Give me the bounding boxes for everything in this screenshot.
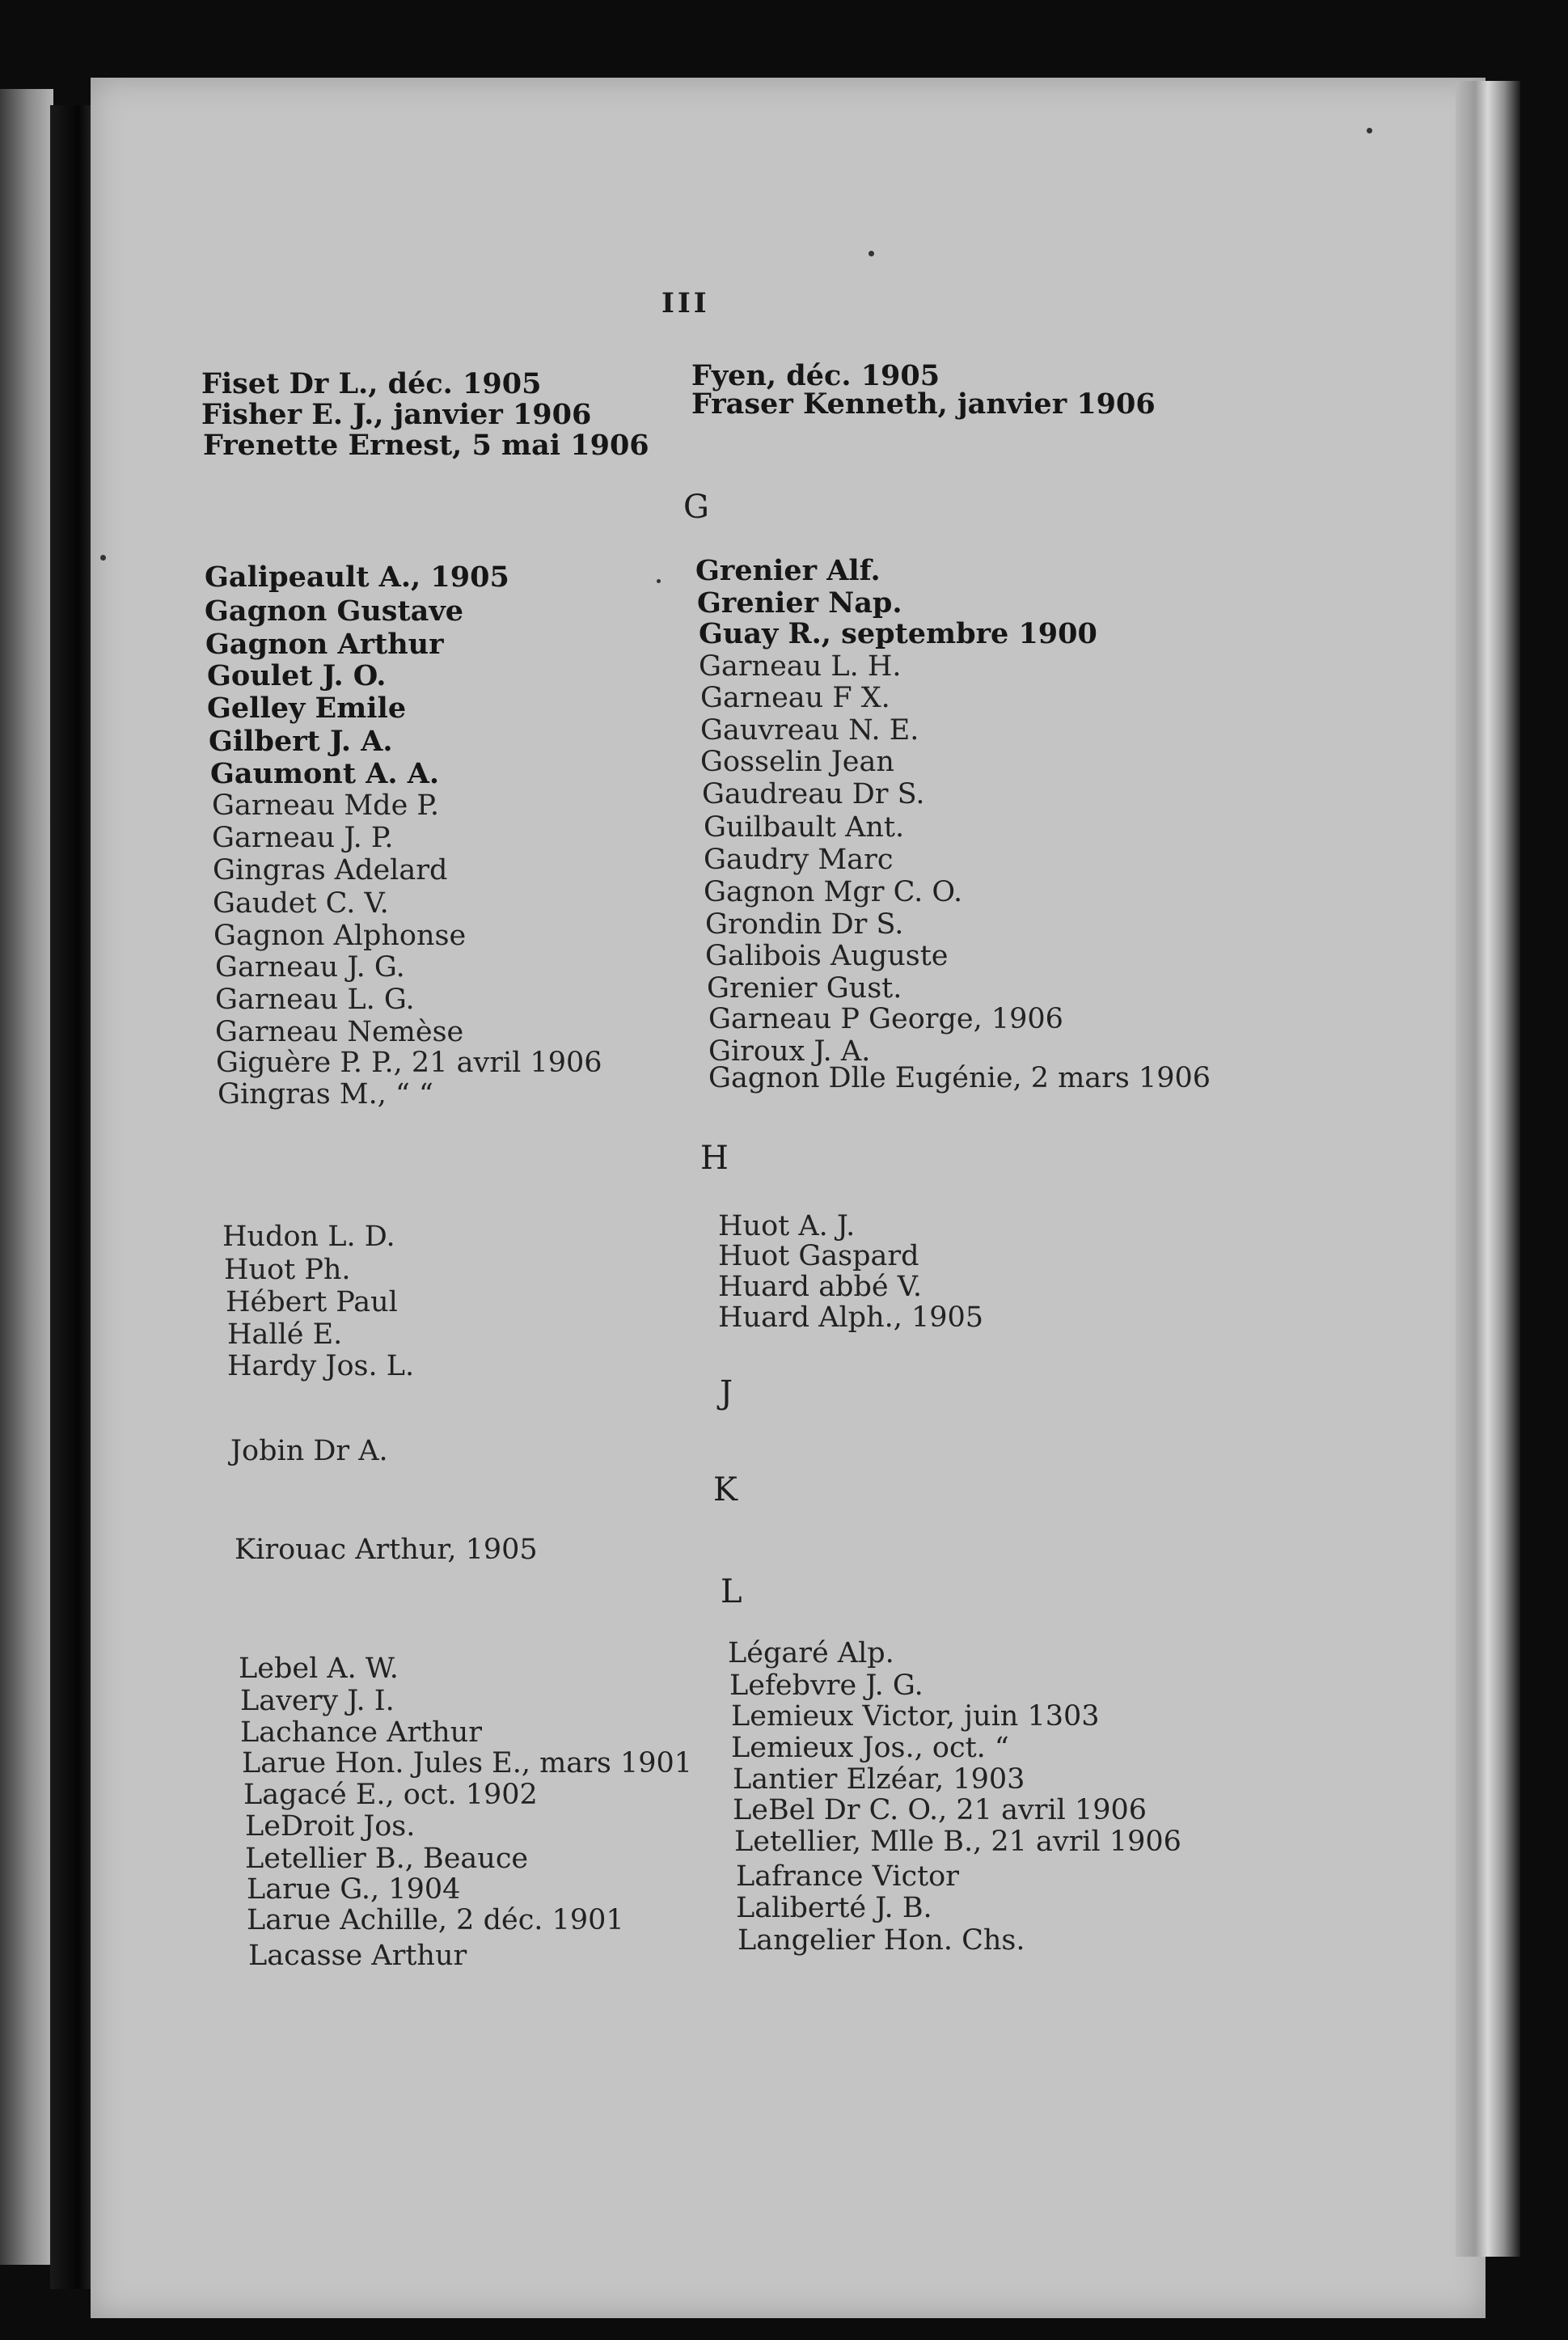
- left-page-edge: [0, 89, 53, 2265]
- list-item: Lefebvre J. G.: [729, 1669, 923, 1702]
- list-item: Garneau J. P.: [212, 822, 394, 854]
- list-item: Lemieux Jos., oct. “: [731, 1732, 1009, 1764]
- list-item: Hallé E.: [227, 1318, 343, 1351]
- list-item: Gagnon Alphonse: [213, 920, 467, 952]
- list-item: Gingras Adelard: [213, 854, 448, 886]
- list-item: Lafrance Victor: [736, 1860, 959, 1893]
- list-item: Huard abbé V.: [718, 1271, 922, 1303]
- list-item: Gelley Emile: [207, 692, 407, 725]
- section-letter-h: H: [700, 1140, 729, 1177]
- section-letter-g: G: [683, 489, 709, 526]
- list-item: Lemieux Victor, juin 1303: [731, 1700, 1100, 1733]
- list-item: Galibois Auguste: [705, 940, 949, 972]
- list-item: Huot A. J.: [718, 1210, 856, 1242]
- list-item: Galipeault A., 1905: [205, 561, 509, 594]
- list-item: Letellier, Mlle B., 21 avril 1906: [734, 1826, 1181, 1858]
- list-item: LeBel Dr C. O., 21 avril 1906: [733, 1794, 1147, 1826]
- section-letter-j: J: [720, 1374, 733, 1411]
- list-item: Giguère P. P., 21 avril 1906: [216, 1047, 602, 1079]
- list-item: Kirouac Arthur, 1905: [235, 1534, 538, 1566]
- ink-speck: [100, 555, 106, 561]
- list-item: Fiset Dr L., déc. 1905: [201, 367, 542, 400]
- list-item: Garneau P George, 1906: [708, 1003, 1063, 1035]
- list-item: Gagnon Gustave: [205, 595, 463, 628]
- list-item: Fraser Kenneth, janvier 1906: [691, 387, 1156, 421]
- list-item: Guilbault Ant.: [704, 811, 905, 844]
- list-item: Grenier Gust.: [707, 972, 902, 1005]
- list-item: LeDroit Jos.: [245, 1810, 416, 1843]
- list-item: Garneau L. G.: [215, 984, 415, 1016]
- list-item: Gauvreau N. E.: [700, 714, 919, 747]
- list-item: Lantier Elzéar, 1903: [733, 1763, 1025, 1796]
- list-item: Gosselin Jean: [700, 746, 894, 778]
- list-item: Lagacé E., oct. 1902: [243, 1779, 538, 1811]
- list-item: Frenette Ernest, 5 mai 1906: [203, 429, 649, 462]
- list-item: Gagnon Arthur: [205, 628, 444, 661]
- list-item: Huot Ph.: [224, 1254, 351, 1286]
- page-number: III: [661, 287, 710, 319]
- list-item: Langelier Hon. Chs.: [738, 1924, 1025, 1957]
- list-item: Légaré Alp.: [728, 1637, 894, 1669]
- list-item: Gingras M., “ “: [218, 1078, 433, 1111]
- list-item: Garneau Nemèse: [215, 1016, 464, 1048]
- list-item: Grenier Alf.: [695, 554, 881, 587]
- list-item: Gaudry Marc: [704, 844, 894, 876]
- list-item: Gaudreau Dr S.: [702, 778, 925, 810]
- page-right-edge: [1456, 81, 1520, 2257]
- list-item: Garneau J. G.: [215, 951, 405, 984]
- list-item: Gagnon Mgr C. O.: [704, 876, 963, 908]
- list-item: Fisher E. J., janvier 1906: [201, 398, 592, 431]
- ink-speck: [1367, 128, 1372, 133]
- list-item: Garneau Mde P.: [212, 789, 440, 822]
- list-item: Lachance Arthur: [240, 1716, 482, 1749]
- list-item: Gilbert J. A.: [209, 725, 393, 758]
- list-item: Hudon L. D.: [222, 1221, 395, 1253]
- list-item: Guay R., septembre 1900: [699, 617, 1097, 650]
- list-item: Giroux J. A.: [708, 1035, 871, 1068]
- list-item: Hébert Paul: [226, 1286, 398, 1318]
- list-item: Grenier Nap.: [697, 586, 902, 620]
- list-item: Gaudet C. V.: [213, 887, 389, 920]
- list-item: Letellier B., Beauce: [245, 1843, 529, 1875]
- list-item: Garneau L. H.: [699, 650, 902, 683]
- list-item: Jobin Dr A.: [230, 1435, 388, 1467]
- list-item: Gaumont A. A.: [210, 757, 440, 790]
- list-item: Huard Alph., 1905: [718, 1301, 984, 1334]
- list-item: Laliberté J. B.: [736, 1892, 932, 1924]
- list-item: Hardy Jos. L.: [227, 1350, 415, 1382]
- list-item: Lacasse Arthur: [248, 1940, 467, 1972]
- list-item: Fyen, déc. 1905: [691, 359, 940, 392]
- list-item: Lavery J. I.: [240, 1685, 395, 1717]
- list-item: Gagnon Dlle Eugénie, 2 mars 1906: [708, 1062, 1211, 1094]
- list-item: Larue Hon. Jules E., mars 1901: [242, 1747, 693, 1779]
- section-letter-k: K: [713, 1471, 738, 1509]
- list-item: Lebel A. W.: [239, 1652, 399, 1685]
- list-item: Garneau F X.: [700, 682, 890, 714]
- ink-speck: [657, 579, 661, 583]
- section-letter-l: L: [721, 1573, 742, 1610]
- list-item: Goulet J. O.: [207, 659, 387, 692]
- list-item: Grondin Dr S.: [705, 908, 904, 941]
- list-item: Huot Gaspard: [718, 1240, 919, 1272]
- ink-speck: [869, 251, 874, 256]
- list-item: Larue Achille, 2 déc. 1901: [247, 1904, 624, 1936]
- list-item: Larue G., 1904: [247, 1873, 461, 1906]
